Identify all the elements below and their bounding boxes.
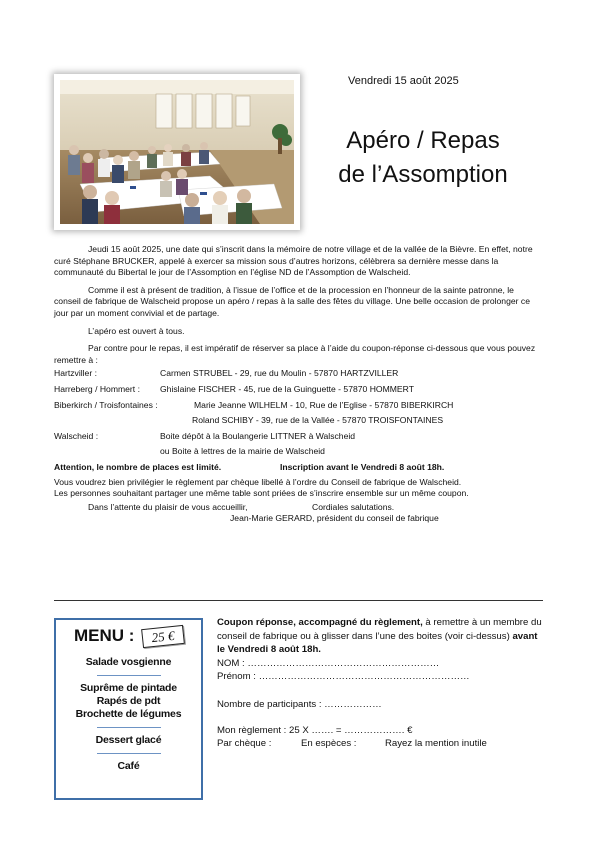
menu-main-1: Suprême de pintade	[80, 682, 177, 694]
paragraph-tradition: Comme il est à présent de tradition, à l’issue de l’office et de la procession en l’honneur de la sainte patronne, le conseil de fabrique de Walscheid propose un apéro / repas à la salle des fêtes du village. Une belle occasion de prolonger ce jour par un moment convivial et de partage.	[54, 284, 530, 318]
contact-row	[54, 400, 542, 412]
letter-body	[54, 244, 542, 525]
title-line-1: Apéro / Repas	[346, 127, 500, 154]
menu-separator	[97, 675, 161, 676]
contact-value: Marie Jeanne WILHELM - 10, Rue de l’Eglise - 57870 BIBERKIRCH	[194, 399, 454, 410]
event-photo	[54, 74, 300, 230]
table-note: Les personnes souhaitant partager une même table sont priées de s’inscrire ensemble sur un même coupon.	[54, 488, 469, 499]
salutation-text: Cordiales salutations.	[312, 501, 395, 512]
contact-row	[54, 431, 542, 443]
page-title	[318, 124, 528, 192]
contact-value: Roland SCHIBY - 39, rue de la Vallée - 57870 TROISFONTAINES	[192, 415, 444, 426]
banquet-hall-image	[60, 80, 294, 224]
payment-method	[217, 737, 543, 751]
coupon-intro-text: à remettre à un membre du conseil de fabrique ou à glisser dans l’une des boites (voir ci-dessus)	[217, 617, 542, 642]
contact-value: Carmen STRUBEL - 29, rue du Moulin - 57870 HARTZVILLER	[160, 368, 399, 379]
prenom-field[interactable]: Prénom : …………………………………………………………	[217, 671, 470, 683]
nom-field[interactable]: NOM : ……………………………………………………	[217, 657, 440, 669]
menu-dessert: Dessert glacé	[95, 734, 162, 746]
menu-title: MENU :	[74, 626, 135, 645]
menu-coffee: Café	[117, 760, 140, 772]
contact-value: Boite dépôt à la Boulangerie LITTNER à Walscheid	[160, 430, 356, 441]
closing-line	[54, 502, 542, 514]
menu-main-3: Brochette de légumes	[75, 708, 182, 720]
reply-coupon	[217, 616, 543, 751]
paragraph-apero: L’apéro est ouvert à tous.	[88, 325, 185, 336]
attention-line	[54, 462, 542, 474]
contact-value: Ghislaine FISCHER - 45, rue de la Guinguette - 57870 HOMMERT	[160, 383, 414, 394]
cheque-note: Vous voudrez bien privilégier le règlement par chèque libellé à l’ordre du Conseil de fabrique de Walscheid.	[54, 476, 462, 487]
menu-box	[54, 618, 203, 800]
contact-value: ou Boite à lettres de la mairie de Walscheid	[160, 446, 325, 457]
coupon-intro	[217, 616, 543, 657]
contact-row	[54, 368, 542, 380]
coupon-intro-bold: Coupon réponse, accompagné du règlement,	[217, 617, 423, 628]
participants-field[interactable]: Nombre de participants : ………………	[217, 698, 382, 710]
contact-label: Biberkirch / Troisfontaines :	[54, 399, 158, 410]
cheque-option[interactable]: Par chèque :	[217, 738, 272, 750]
deadline-text: Inscription avant le Vendredi 8 août 18h.	[280, 461, 445, 472]
payment-field[interactable]: Mon règlement : 25 X ……. = ………………. €	[217, 724, 413, 736]
contact-label: Harreberg / Hommert :	[54, 383, 140, 394]
section-divider	[54, 600, 543, 601]
closing-text: Dans l’attente du plaisir de vous accueillir,	[88, 501, 248, 512]
signature: Jean-Marie GERARD, président du conseil de fabrique	[230, 513, 439, 524]
contact-label: Hartzviller :	[54, 368, 97, 379]
contact-label: Walscheid :	[54, 430, 99, 441]
paragraph-reservation: Par contre pour le repas, il est impératif de réserver sa place à l’aide du coupon-réponse ci-dessous que vous pouvez remettre à :	[54, 343, 536, 365]
strike-note: Rayez la mention inutile	[385, 738, 487, 750]
paragraph-intro: Jeudi 15 août 2025, une date qui s’inscrit dans la mémoire de notre village et de la vallée de la Bièvre. En effet, notre curé Stéphane BRUCKER, appelé à exercer sa mission sous d’autres horizons, célèbrera sa dernière messe dans la communauté du Bibertal le jour de l’Assomption en l’église ND de l’Assomption de Walscheid.	[54, 244, 533, 278]
menu-items	[56, 656, 201, 773]
event-date: Vendredi 15 août 2025	[348, 75, 459, 87]
attention-text: Attention, le nombre de places est limité.	[54, 461, 222, 472]
price-tag: 25 €	[141, 625, 185, 648]
title-line-2: de l’Assomption	[338, 161, 508, 188]
menu-starter: Salade vosgienne	[85, 656, 172, 668]
contact-row	[54, 384, 542, 396]
menu-separator	[97, 727, 161, 728]
coupon-deadline: avant le Vendredi 8 août 18h.	[217, 630, 538, 656]
cash-option[interactable]: En espèces :	[301, 738, 357, 750]
menu-main-2: Rapés de pdt	[96, 695, 161, 707]
menu-separator	[97, 753, 161, 754]
